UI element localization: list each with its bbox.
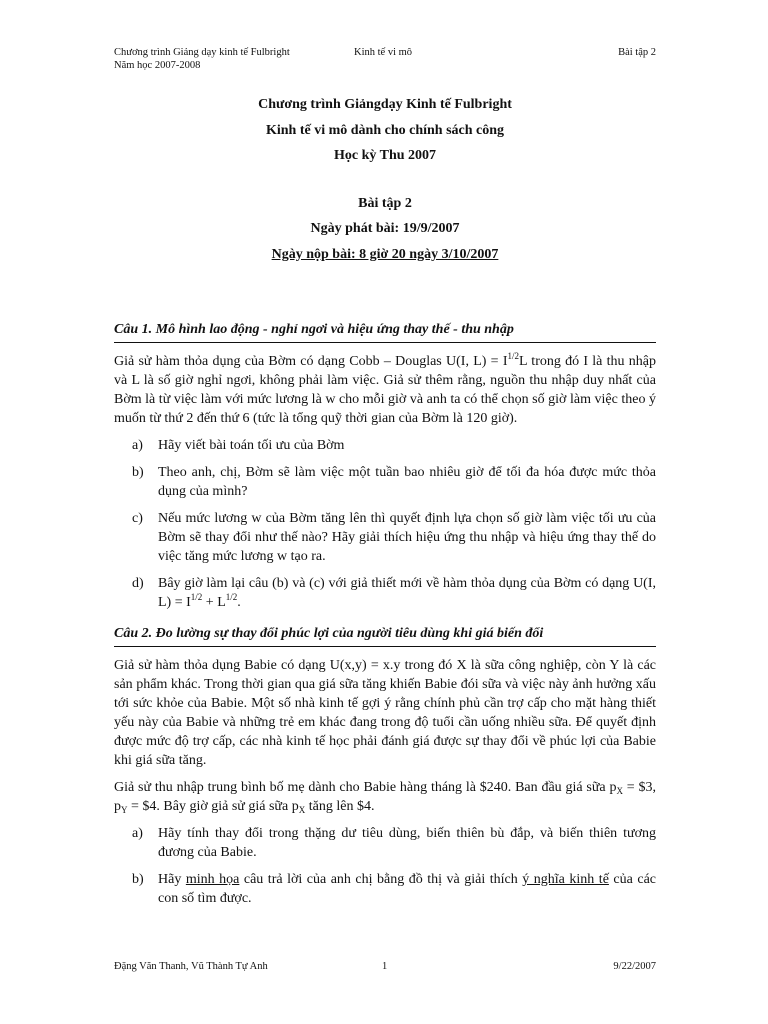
list-item: a) Hãy tính thay đổi trong thặng dư tiêu dùng, biến thiên bù đắp, và biến thiên tương đương của Babie. [132, 826, 656, 860]
list-item: a) Hãy viết bài toán tối ưu của Bờm [132, 438, 345, 453]
header-course: Kinh tế vi mô [354, 47, 413, 58]
title-block [114, 92, 656, 267]
title-program: Chương trình Giảngdạy Kinh tế Fulbright [258, 97, 512, 112]
title-semester: Học kỳ Thu 2007 [333, 148, 437, 163]
question-2-list [114, 824, 656, 908]
content [114, 320, 656, 916]
header-assignment: Bài tập 2 [618, 47, 656, 58]
question-2-heading: Câu 2. Đo lường sự thay đổi phúc lợi của người tiêu dùng khi giá biến đổi [114, 624, 656, 647]
page-header [114, 46, 656, 72]
question-1-intro: Giả sử hàm thỏa dụng của Bờm có dạng Cobb – Douglas U(I, $L) = I^{1/2}L$ trong đó I là thu nhập và L là số giờ nghỉ ngơi, không phải làm việc. Giả sử thêm rằng, nguồn thu nhập duy nhất của Bờm là từ việc làm với mức lương là w cho mỗi giờ và anh ta có thể chọn số giờ làm việc theo ý muốn từ thứ 2 đến thứ 6 (tức là tổng quỹ thời gian của Bờm là 120 giờ). [114, 351, 657, 426]
question-2-para-2: Giả sử thu nhập trung bình bố mẹ dành cho Babie hàng tháng là $240. Ban đầu giá sữa $p_X$ = $3, $p_Y$ = $4. Bây giờ giả sử giá sữa $p_X$ tăng lên $4. [114, 780, 656, 815]
list-item: b) Hãy minh họa câu trả lời của anh chị bằng đồ thị và giải thích ý nghĩa kinh tế của các con số tìm được. [132, 872, 656, 906]
list-item: d) Bây giờ làm lại câu (b) và (c) với giả thiết mới về hàm thỏa dụng của Bờm có dạng U(I, $L) = I^{1/2} + L^{1/2}$. [132, 576, 656, 610]
header-program: Chương trình Giảng dạy kinh tế Fulbright [114, 47, 290, 58]
page-footer [114, 961, 656, 972]
question-1-list [114, 436, 656, 612]
list-item: b) Theo anh, chị, Bờm sẽ làm việc một tuần bao nhiêu giờ để tối đa hóa được mức thỏa dụng của mình? [132, 465, 656, 499]
title-assignment: Bài tập 2 [358, 195, 412, 211]
header-year: Năm học 2007-2008 [114, 60, 201, 71]
footer-authors: Đặng Văn Thanh, Vũ Thành Tự Anh [114, 961, 268, 972]
title-due-date: Ngày nộp bài: 8 giờ 20 ngày 3/10/2007 [271, 246, 499, 262]
title-issue-date: Ngày phát bài: 19/9/2007 [310, 221, 460, 236]
footer-page-number: 1 [382, 961, 388, 972]
footer-date: 9/22/2007 [613, 961, 656, 972]
question-1-heading: Câu 1. Mô hình lao động - nghỉ ngơi và hiệu ứng thay thế - thu nhập [114, 320, 656, 343]
title-course: Kinh tế vi mô dành cho chính sách công [265, 122, 505, 138]
question-2-para-1: Giả sử hàm thỏa dụng Babie có dạng U(x,y) = x.y trong đó X là sữa công nghiệp, còn Y là các sản phẩm khác. Trong thời gian qua giá sữa tăng khiến Babie đói sữa và việc này ảnh hưởng xấu tới sức khỏe của Babie. Một số nhà kinh tế gợi ý rằng chính phủ cần trợ cấp cho mặt hàng thiết yếu này của Babie và những trẻ em khác đang trong độ tuổi cần uống nhiều sữa. Để quyết định được mức độ trợ cấp, các nhà kinh tế học phải đánh giá được sự thay đổi về phúc lợi của Babie khi giá sữa tăng. [114, 658, 656, 768]
list-item: c) Nếu mức lương w của Bờm tăng lên thì quyết định lựa chọn số giờ làm việc tối ưu của Bờm sẽ thay đổi như thế nào? Hãy giải thích hiệu ứng thu nhập và hiệu ứng thay thế do việc tăng mức lương w tạo ra. [132, 511, 656, 564]
